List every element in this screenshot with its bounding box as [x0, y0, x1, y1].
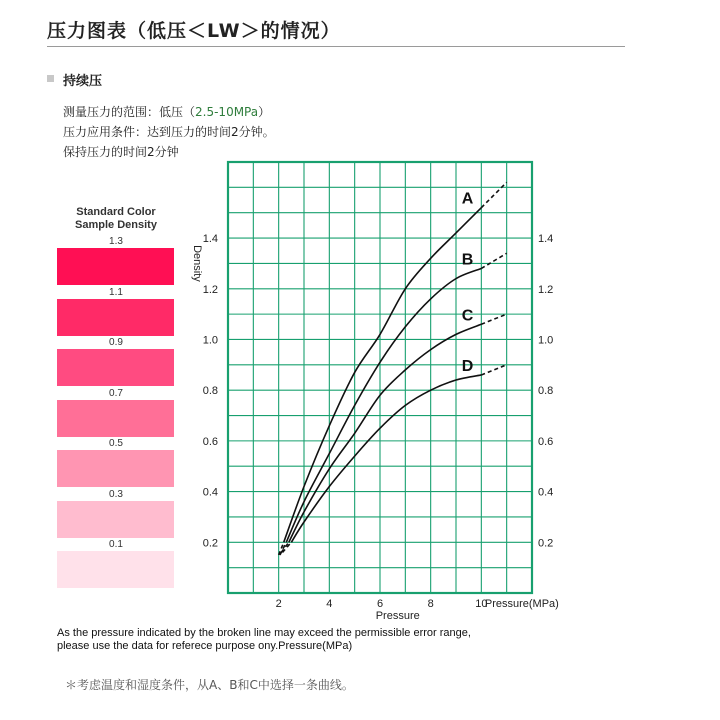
- y-tick-label-left: 1.2: [202, 283, 218, 296]
- swatch-heading-line2: Sample Density: [75, 219, 157, 231]
- footnote: [57, 627, 617, 653]
- swatch-label: 0.7: [109, 387, 123, 399]
- section-title: 持续压: [63, 74, 103, 89]
- x-axis-unit-label: Pressure(MPa): [484, 598, 559, 610]
- y-tick-label-right: 1.4: [538, 233, 554, 246]
- x-tick-label: 8: [427, 598, 434, 610]
- chart-labels: [191, 191, 559, 620]
- title-divider: [47, 46, 625, 47]
- swatch-label: 0.9: [109, 337, 123, 348]
- curve-selection-hint: ＊考虑温度和湿度条件，从A、B和C中选择一条曲线。: [65, 678, 354, 692]
- chart-grid: [228, 162, 532, 593]
- y-axis-title: Density: [191, 245, 203, 282]
- swatch-label: 0.3: [109, 488, 123, 500]
- swatch-label: 1.1: [109, 286, 123, 298]
- swatch-label: 1.3: [109, 236, 123, 247]
- y-tick-label-left: 0.6: [202, 435, 218, 448]
- series-dashed-end-A: [481, 182, 506, 207]
- color-swatch: [57, 400, 174, 437]
- swatch-heading-line1: Standard Color: [76, 206, 156, 218]
- measure-range-value: 2.5-10MPa: [195, 105, 259, 119]
- y-tick-label-left: 0.2: [202, 537, 218, 550]
- y-tick-label-left: 0.8: [202, 385, 218, 398]
- series-label: B: [461, 251, 474, 269]
- series-label: D: [461, 357, 474, 375]
- x-tick-label: 4: [326, 598, 333, 610]
- pressure-density-chart: [180, 155, 590, 620]
- series-label: A: [461, 190, 474, 208]
- swatch-heading: [57, 206, 175, 232]
- color-swatch: [57, 349, 174, 386]
- swatch-label: 0.5: [109, 438, 123, 449]
- series-line-B: [286, 268, 481, 542]
- y-tick-label-left: 1.0: [202, 334, 218, 347]
- swatch-label: 0.1: [109, 539, 123, 550]
- series-dashed-end-D: [481, 365, 506, 375]
- measure-range-prefix: 测量压力的范围：低压（: [63, 105, 196, 119]
- hold-time-text: 保持压力的时间2分钟: [63, 145, 179, 159]
- series-dashed-end-C: [481, 314, 506, 324]
- series-label: C: [461, 307, 474, 325]
- y-tick-label-left: 1.4: [202, 233, 218, 246]
- y-tick-label-right: 0.4: [538, 486, 554, 499]
- series-line-C: [289, 324, 482, 542]
- color-swatch: [57, 551, 174, 588]
- y-tick-label-right: 1.2: [538, 283, 554, 296]
- footnote-line1: As the pressure indicated by the broken line may exceed the permissible error range,: [57, 627, 471, 639]
- footnote-line2: please use the data for referece purpose ony.Pressure(MPa): [57, 640, 353, 652]
- y-tick-label-right: 0.8: [538, 385, 554, 398]
- measure-range-text: [63, 103, 270, 120]
- color-swatch: [57, 501, 174, 538]
- series-dashed-start-B: [280, 542, 286, 555]
- y-tick-label-right: 0.6: [538, 435, 554, 448]
- color-swatch: [57, 450, 174, 487]
- section-bullet-icon: [47, 75, 54, 82]
- x-axis-title: Pressure: [375, 610, 420, 620]
- x-tick-label: 2: [275, 598, 282, 610]
- y-tick-label-left: 0.4: [202, 486, 218, 499]
- series-dashed-end-B: [481, 253, 506, 268]
- x-tick-label: 10: [475, 598, 488, 610]
- y-tick-label-right: 1.0: [538, 334, 554, 347]
- page-title: 压力图表（低压＜LW＞的情况）: [47, 20, 341, 42]
- x-tick-label: 6: [376, 598, 384, 610]
- pressure-condition-text: 压力应用条件：达到压力的时间2分钟。: [63, 125, 275, 139]
- y-tick-label-right: 0.2: [538, 537, 554, 550]
- color-swatch: [57, 248, 174, 285]
- measure-range-suffix: ）: [258, 105, 271, 119]
- color-swatch: [57, 299, 174, 336]
